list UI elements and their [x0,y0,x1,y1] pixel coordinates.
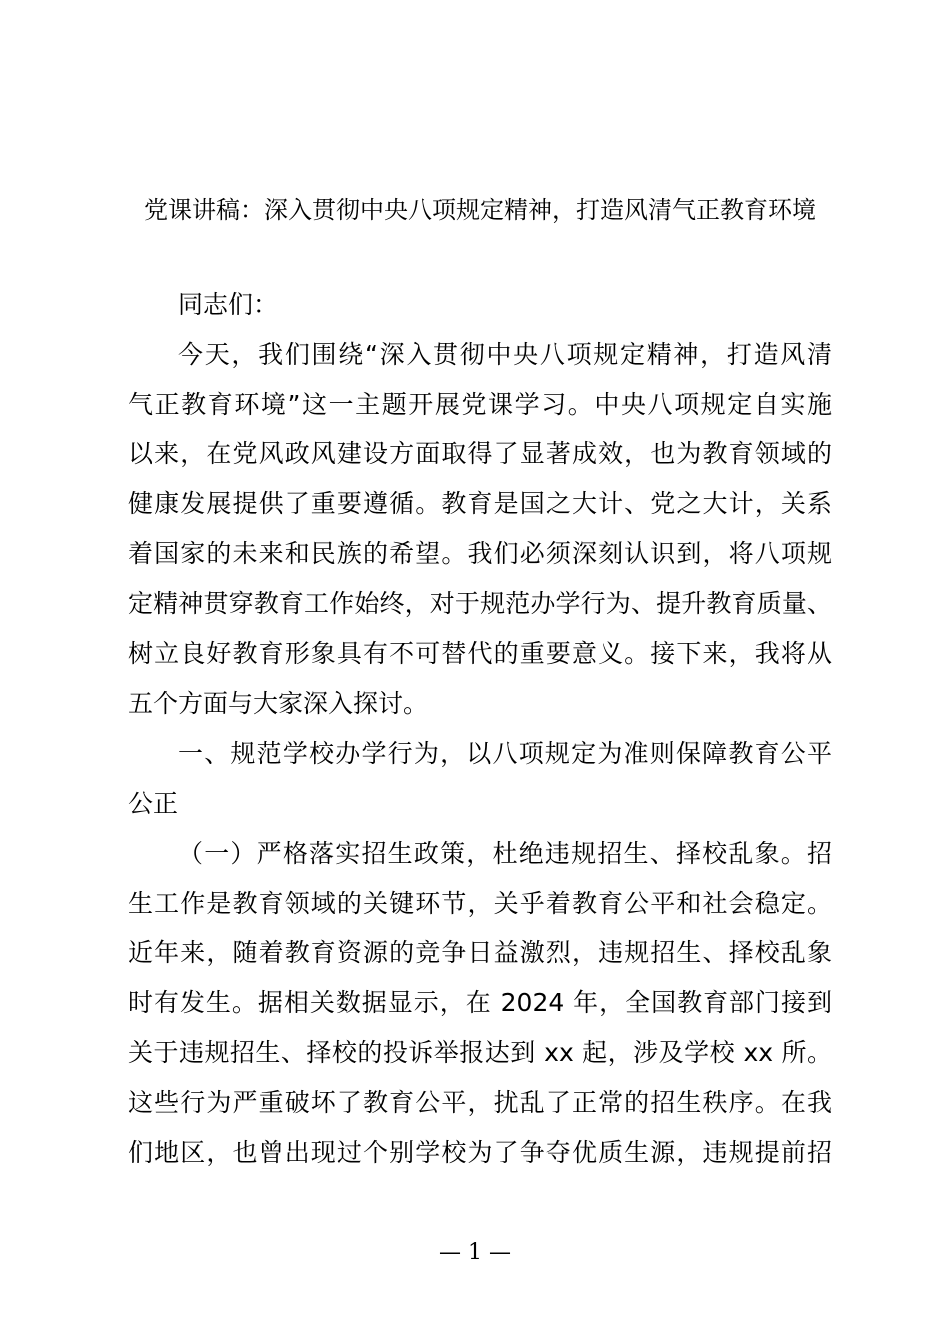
paragraph-line: 今天，我们围绕“深入贯彻中央八项规定精神，打造风清 [178,340,832,369]
paragraph-line: 树立良好教育形象具有不可替代的重要意义。接下来，我将从 [128,639,832,668]
section-heading: 一、规范学校办学行为，以八项规定为准则保障教育公平 [178,739,832,768]
section-heading-continued: 公正 [128,789,179,818]
paragraph-line: 们地区，也曾出现过个别学校为了争夺优质生源，违规提前招 [128,1138,832,1167]
paragraph-line: 时有发生。据相关数据显示，在 2024 年，全国教育部门接到 [128,988,832,1017]
paragraph-line: 气正教育环境”这一主题开展党课学习。中央八项规定自实施 [128,390,832,419]
paragraph-line: 以来，在党风政风建设方面取得了显著成效，也为教育领域的 [128,439,832,468]
paragraph-line: 定精神贯穿教育工作始终，对于规范办学行为、提升教育质量、 [128,589,832,618]
paragraph-line: 着国家的未来和民族的希望。我们必须深刻认识到，将八项规 [128,539,832,568]
paragraph-line: （一）严格落实招生政策，杜绝违规招生、择校乱象。招 [178,839,832,868]
paragraph-line: 健康发展提供了重要遵循。教育是国之大计、党之大计，关系 [128,489,832,518]
paragraph-line: 近年来，随着教育资源的竞争日益激烈，违规招生、择校乱象 [128,938,832,967]
document-title: 党课讲稿：深入贯彻中央八项规定精神，打造风清气正教育环境 [144,196,816,224]
page-number: — 1 — [439,1240,511,1265]
paragraph-line: 这些行为严重破坏了教育公平，扰乱了正常的招生秩序。在我 [128,1088,832,1117]
paragraph-line: 生工作是教育领域的关键环节，关乎着教育公平和社会稳定。 [128,889,832,918]
salutation: 同志们： [178,290,279,319]
paragraph-line: 关于违规招生、择校的投诉举报达到 xx 起，涉及学校 xx 所。 [128,1038,832,1067]
paragraph-line: 五个方面与大家深入探讨。 [128,689,429,718]
